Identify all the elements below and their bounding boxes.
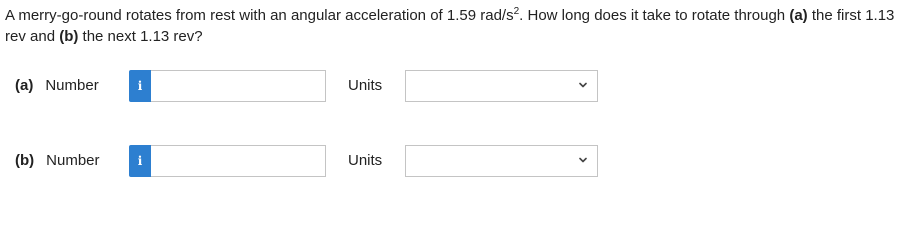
number-input-b[interactable] xyxy=(151,145,326,177)
question-text-part: A merry-go-round rotates from rest with an angular acceleration of 1.59 rad/s xyxy=(5,7,514,24)
part-b-label xyxy=(15,152,100,170)
question-superscript: 2 xyxy=(513,6,520,17)
answer-row-b xyxy=(0,144,912,178)
question-text-part: . How long does it take to rotate through xyxy=(519,7,790,24)
question-part-b-marker: (b) xyxy=(59,28,79,45)
part-a-marker: (a) xyxy=(15,77,34,94)
answer-row-a xyxy=(0,69,912,103)
chevron-down-icon xyxy=(579,81,587,89)
part-b-marker: (b) xyxy=(15,152,35,169)
number-label: Number xyxy=(46,152,100,169)
part-a-label xyxy=(15,77,99,95)
question-part-a-marker: (a) xyxy=(789,7,808,24)
info-icon[interactable]: i xyxy=(129,145,151,177)
question-text xyxy=(5,5,910,47)
number-label: Number xyxy=(45,77,99,94)
units-select-b[interactable] xyxy=(405,145,598,177)
question-text-part: the next 1.13 rev? xyxy=(78,28,203,45)
chevron-down-icon xyxy=(579,156,587,164)
info-icon[interactable]: i xyxy=(129,70,151,102)
question-text-part: the first 1.13 rev and xyxy=(5,7,895,45)
units-label: Units xyxy=(348,152,383,169)
number-input-a[interactable] xyxy=(151,70,326,102)
units-label: Units xyxy=(348,77,383,94)
units-select-a[interactable] xyxy=(405,70,598,102)
